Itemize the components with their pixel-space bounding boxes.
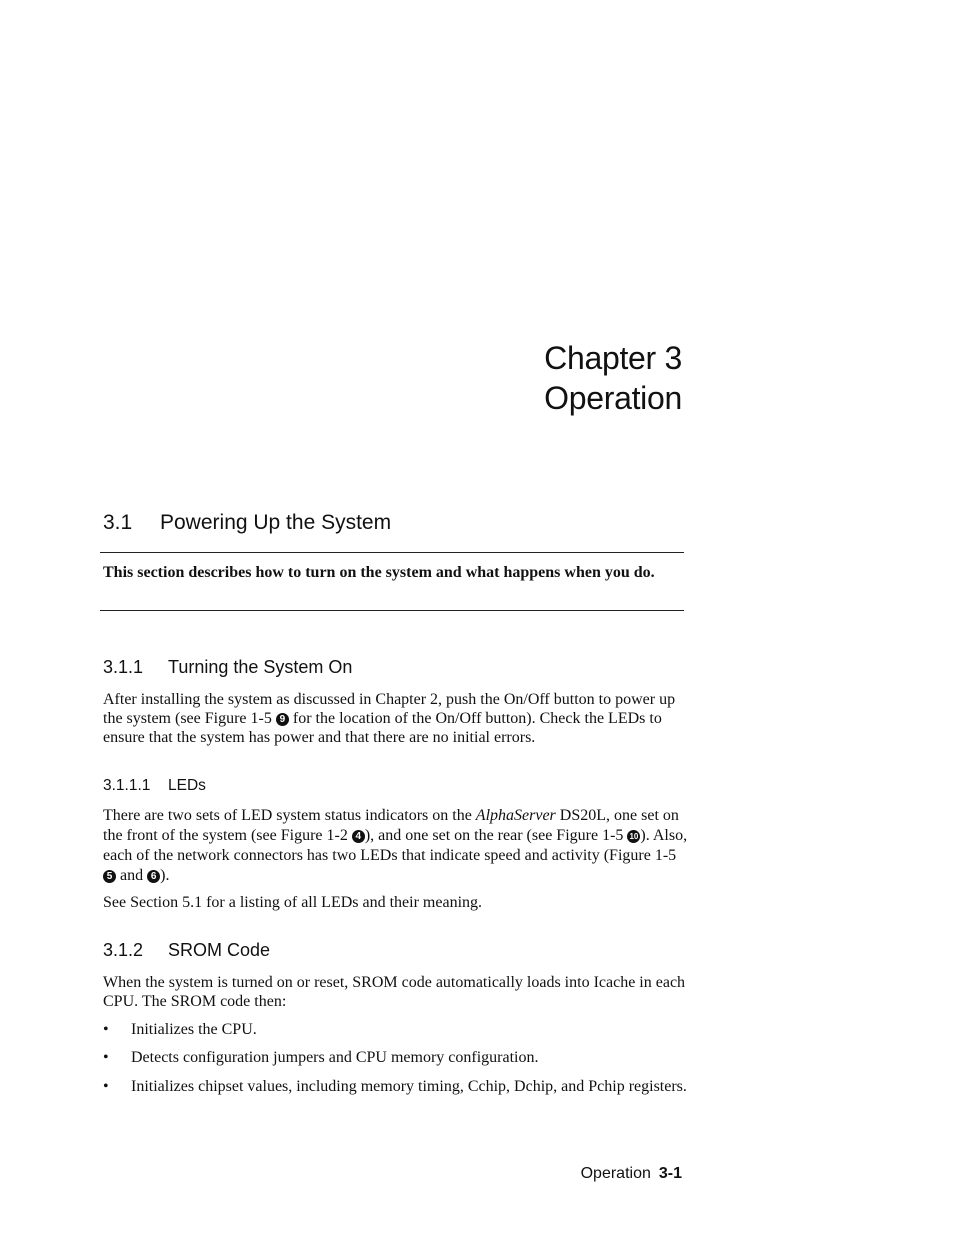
text-run: DS20L, one set on the front of the system (see Figure 1-2 [103,807,679,844]
text-run: and [120,867,144,884]
page-footer [581,1165,682,1183]
bullet-icon: • [103,1049,109,1066]
list-item-text: Initializes chipset values, including memory timing, Cchip, Dchip, and Pchip registers. [131,1078,687,1095]
paragraph-see-section: See Section 5.1 for a listing of all LEDs and their meaning. [103,894,483,911]
section-3-1-heading [103,511,391,535]
text-run: There are two sets of LED system status indicators on the [103,807,472,824]
bullet-icon: • [103,1021,109,1038]
section-title: Powering Up the System [160,511,392,534]
list-item-text: Initializes the CPU. [131,1021,257,1038]
paragraph-turning-on [103,690,688,747]
callout-6-icon: 6 [147,870,160,883]
section-number: 3.1.1 [103,657,144,677]
callout-9-icon: 9 [276,713,289,726]
paragraph-leds [103,806,688,886]
section-3-1-2-heading [103,940,270,961]
section-number: 3.1.1.1 [103,777,151,794]
paragraph-srom: When the system is turned on or reset, SROM code automatically loads into Icache in each CPU. The SROM code then: [103,974,686,1010]
text-run: ), and one set on the rear (see Figure 1-5 [364,827,624,844]
chapter-label: Chapter 3 [544,340,682,376]
footer-label: Operation [580,1165,651,1182]
chapter-title: Operation [544,380,682,416]
section-abstract: This section describes how to turn on the system and what happens when you do. [103,564,655,581]
product-name: AlphaServer [475,807,556,824]
callout-10-icon: 10 [627,830,640,843]
list-item-text: Detects configuration jumpers and CPU memory configuration. [131,1049,539,1066]
text-run: ). [160,867,170,884]
abstract-bottom-rule [100,610,684,611]
bullet-icon: • [103,1078,109,1095]
section-3-1-1-1-heading [103,777,206,795]
text-run: for the location of the On/Off button). Check the LEDs to ensure that the system has power and that there are no initial errors. [103,710,662,746]
section-title: Turning the System On [168,657,353,677]
section-title: LEDs [168,777,206,794]
text-run: ). Also, each of the network connectors has two LEDs that indicate speed and activity (Figure 1-5 [103,827,688,864]
section-3-1-1-heading [103,657,352,678]
section-title: SROM Code [168,940,271,960]
section-number: 3.1.2 [103,940,144,960]
callout-4-icon: 4 [352,830,365,843]
section-number: 3.1 [103,511,133,534]
callout-5-icon: 5 [103,870,116,883]
abstract-top-rule [100,552,684,553]
text-run: After installing the system as discussed in Chapter 2, push the On/Off button to power up the system (see Figure 1-5 [103,691,676,727]
page-number: 3-1 [658,1165,682,1182]
